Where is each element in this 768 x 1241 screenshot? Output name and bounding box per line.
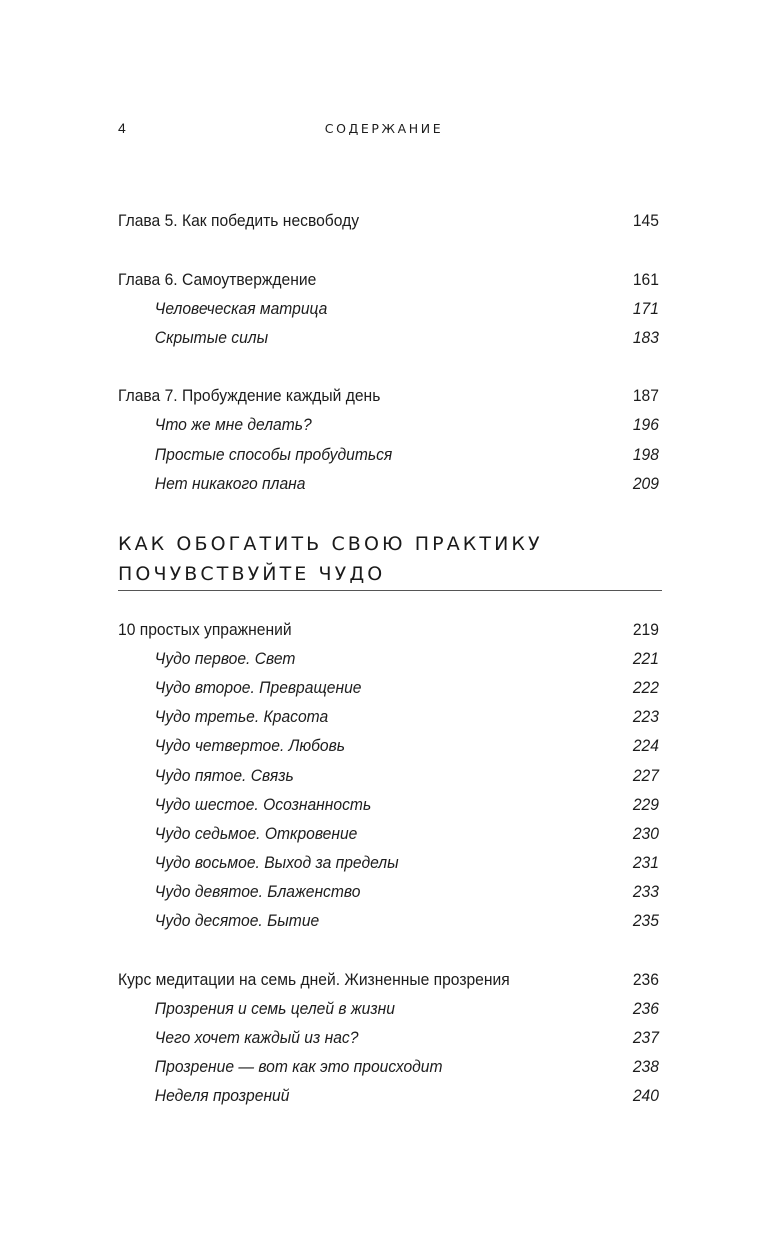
running-head: СОДЕРЖАНИЕ [324,121,444,136]
toc-entry-sub[interactable] [118,410,659,439]
toc-entry-title: Чудо девятое. Блаженство [154,882,361,901]
toc-entry-title: Прозрение — вот как это происходит [154,1057,443,1076]
toc-entry-page: 209 [632,474,659,493]
toc-entry-sub[interactable] [118,644,659,673]
toc-entry-title: Чудо первое. Свет [154,649,296,668]
toc-entry-exercises[interactable] [118,615,659,644]
toc-entry-title: Глава 7. Пробуждение каждый день [118,386,381,405]
toc-entry-sub[interactable] [118,323,659,352]
toc-entry-sub[interactable] [118,440,659,469]
toc-entry-title: Простые способы пробудиться [154,445,393,464]
toc-entry-title: Чудо пятое. Связь [154,766,294,785]
toc-entry-page: 161 [632,270,659,289]
toc-entry-sub[interactable] [118,294,659,323]
toc-entry-page: 229 [632,795,659,814]
toc-entry-page: 230 [632,824,659,843]
toc-entry-page: 171 [632,299,659,318]
toc-entry-chapter-7[interactable] [118,381,659,410]
toc-entry-page: 187 [632,386,659,405]
toc-entry-page: 236 [632,970,659,989]
toc-entry-title: Чудо седьмое. Откровение [154,824,358,843]
toc-entry-meditation-course[interactable] [118,965,659,994]
part-divider [118,590,662,591]
toc-entry-chapter-6[interactable] [118,265,659,294]
toc-entry-title: Глава 6. Самоутверждение [118,270,317,289]
toc-entry-sub[interactable] [118,848,659,877]
toc-entry-sub[interactable] [118,994,659,1023]
toc-entry-sub[interactable] [118,906,659,935]
toc-entry-page: 235 [632,911,659,930]
toc-entry-page: 223 [632,707,659,726]
toc-entry-title: Что же мне делать? [154,415,312,434]
toc-entry-page: 237 [632,1028,659,1047]
toc-entry-sub[interactable] [118,702,659,731]
toc-entry-page: 222 [632,678,659,697]
toc-entry-title: Неделя прозрений [154,1086,290,1105]
toc-entry-page: 233 [632,882,659,901]
toc-entry-sub[interactable] [118,673,659,702]
toc-entry-title: Чудо восьмое. Выход за пределы [154,853,399,872]
toc-entry-page: 227 [632,766,659,785]
toc-entry-sub[interactable] [118,761,659,790]
toc-entry-sub[interactable] [118,1081,659,1110]
part-heading-line-1: КАК ОБОГАТИТЬ СВОЮ ПРАКТИКУ [118,533,543,555]
toc-entry-sub[interactable] [118,819,659,848]
toc-entry-page: 198 [632,445,659,464]
toc-entry-title: Чего хочет каждый из нас? [154,1028,359,1047]
toc-entry-title: Человеческая матрица [154,299,328,318]
part-heading-line-2: ПОЧУВСТВУЙТЕ ЧУДО [118,563,386,585]
toc-entry-sub[interactable] [118,1052,659,1081]
toc-entry-page: 219 [632,620,659,639]
toc-entry-page: 231 [632,853,659,872]
toc-entry-page: 224 [632,736,659,755]
toc-entry-page: 238 [632,1057,659,1076]
toc-entry-page: 145 [632,211,659,230]
toc-entry-title: Чудо десятое. Бытие [154,911,320,930]
toc-entry-page: 221 [632,649,659,668]
toc-entry-title: Чудо третье. Красота [154,707,329,726]
toc-entry-sub[interactable] [118,1023,659,1052]
toc-entry-page: 240 [632,1086,659,1105]
toc-entry-page: 196 [632,415,659,434]
toc-entry-title: 10 простых упражнений [118,620,292,639]
toc-entry-title: Чудо четвертое. Любовь [154,736,346,755]
toc-entry-sub[interactable] [118,731,659,760]
toc-entry-sub[interactable] [118,469,659,498]
toc-entry-title: Курс медитации на семь дней. Жизненные прозрения [118,970,510,989]
toc-entry-title: Нет никакого плана [154,474,306,493]
toc-entry-sub[interactable] [118,877,659,906]
toc-entry-title: Чудо шестое. Осознанность [154,795,372,814]
toc-entry-sub[interactable] [118,790,659,819]
toc-entry-page: 183 [632,328,659,347]
toc-entry-chapter-5[interactable] [118,206,659,235]
toc-entry-title: Скрытые силы [154,328,269,347]
toc-entry-page: 236 [632,999,659,1018]
toc-entry-title: Прозрения и семь целей в жизни [154,999,395,1018]
toc-entry-title: Глава 5. Как победить несвободу [118,211,360,230]
page-number: 4 [118,120,127,136]
toc-entry-title: Чудо второе. Превращение [154,678,362,697]
